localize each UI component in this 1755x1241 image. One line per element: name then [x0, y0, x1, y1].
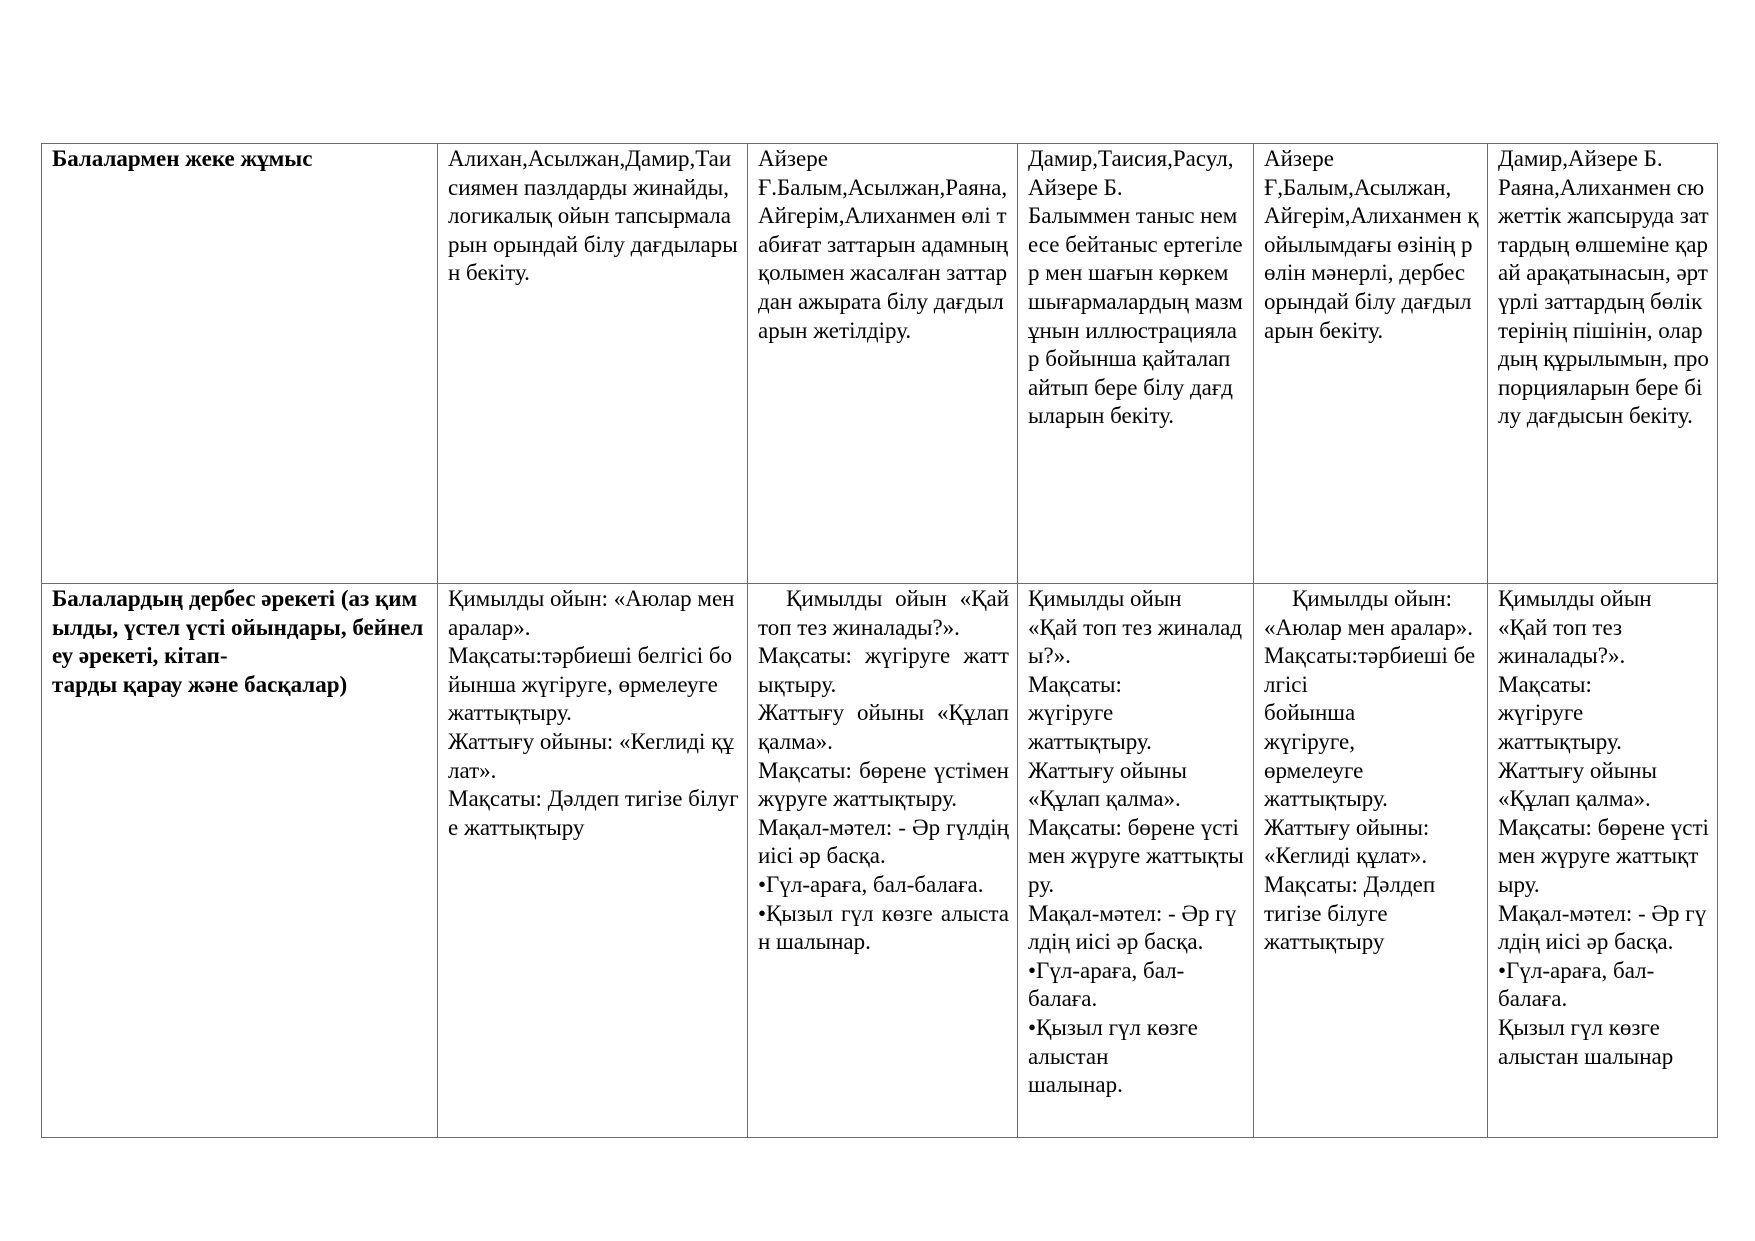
table-row — [42, 584, 1718, 1138]
table-row — [42, 144, 1718, 584]
row-header: Балалармен жеке жұмыс — [42, 144, 438, 584]
table-cell: Қимылды ойын «Қай топ тез жиналады?». Мақсаты: жүгіруге жаттықтыру. Жаттығу ойыны «Құлап қалма». Мақсаты: бөрене үстімен жүруге жаттықтыру. Мақал-мәтел: - Әр гүлдің иісі әр басқа. •Гүл-араға, бал- балаға. •Қызыл гүл көзге алыстан шалынар. — [1018, 584, 1254, 1138]
table-cell: Айзере Ғ.Балым,Асылжан,Раяна,Айгерім,Алиханмен өлі табиғат заттарын адамның қолымен жасалған заттардан ажырата білу дағдыларын жетілдіру. — [748, 144, 1018, 584]
table-cell: Қимылды ойын «Қай топ тез жиналады?». Мақсаты: жүгіруге жаттықтыру. Жаттығу ойыны «Құлап қалма». Мақсаты: бөрене үстімен жүруге жаттықтыру. Мақал-мәтел: - Әр гүлдің иісі әр басқа. •Гүл-араға, бал-балаға. •Қызыл гүл көзге алыстан шалынар. — [748, 584, 1018, 1138]
row-header: Балалардың дербес әрекеті (аз қимылды, үстел үсті ойындары, бейнелеу әрекеті, кітап- тарды қарау және басқалар) — [42, 584, 438, 1138]
table-cell: Қимылды ойын «Қай топ тез жиналады?». Мақсаты: жүгіруге жаттықтыру. Жаттығу ойыны «Құлап қалма». Мақсаты: бөрене үстімен жүруге жаттықтыру. Мақал-мәтел: - Әр гүлдің иісі әр басқа. •Гүл-араға, бал- балаға. Қызыл гүл көзге алыстан шалынар — [1488, 584, 1718, 1138]
table-cell: Қимылды ойын: «Аюлар мен аралар». Мақсаты:тәрбиеші белгісі бойынша жүгіруге, өрмелеуге жаттықтыру. Жаттығу ойыны: «Кеглиді құлат». Мақсаты: Дәлдеп тигізе білуге жаттықтыру — [438, 584, 748, 1138]
table-cell: Қимылды ойын: «Аюлар мен аралар». Мақсаты:тәрбиеші белгісі бойынша жүгіруге, өрмелеуге жаттықтыру. Жаттығу ойыны: «Кеглиді құлат». Мақсаты: Дәлдеп тигізе білуге жаттықтыру — [1254, 584, 1488, 1138]
table-cell: Алихан,Асылжан,Дамир,Таисиямен пазлдарды жинайды, логикалық ойын тапсырмаларын орындай білу дағдыларын бекіту. — [438, 144, 748, 584]
plan-table — [41, 143, 1718, 1138]
table-cell: Айзере Ғ,Балым,Асылжан, Айгерім,Алиханмен қойылымдағы өзінің рөлін мәнерлі, дербес орындай білу дағдыларын бекіту. — [1254, 144, 1488, 584]
table-cell: Дамир,Таисия,Расул,Айзере Б. Балыммен таныс немесе бейтаныс ертегілер мен шағын көркем шығармалардың мазмұнын иллюстрациялар бойынша қайталап айтып бере білу дағдыларын бекіту. — [1018, 144, 1254, 584]
table-cell: Дамир,Айзере Б. Раяна,Алиханмен сюжеттік жапсыруда заттардың өлшеміне қарай арақатынасын, әртүрлі заттардың бөліктерінің пішінін, олардың құрылымын, пропорцияларын бере білу дағдысын бекіту. — [1488, 144, 1718, 584]
